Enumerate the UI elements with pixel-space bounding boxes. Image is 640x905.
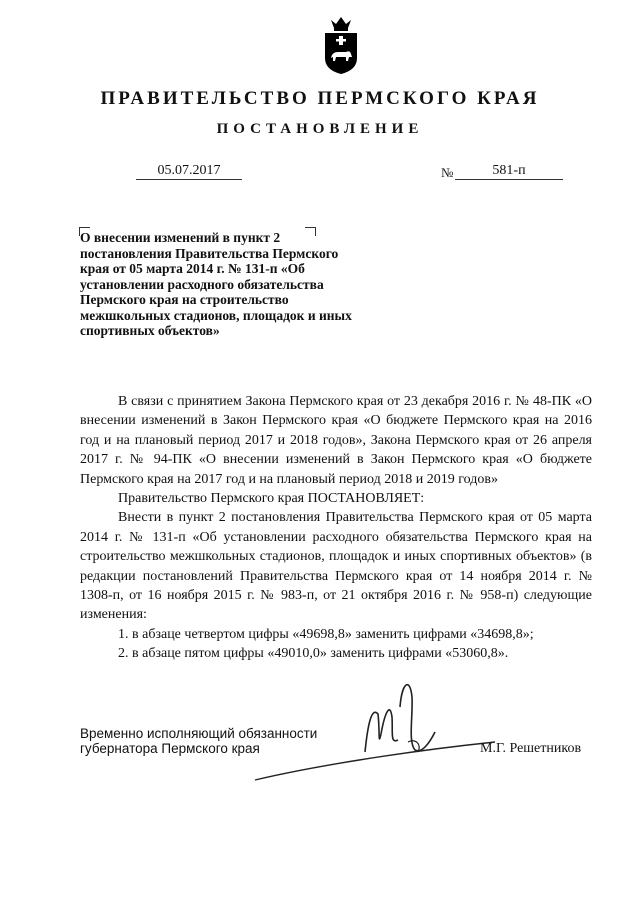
signatory-role-line: губернатора Пермского края — [80, 741, 260, 756]
document-subject: О внесении изменений в пункт 2 постановления Правительства Пермского края от 05 марта 2014 г. № 131-п «Об установлении расходного обязательства Пермского края на строительство межшкольных стадионов, площадок и иных спортивных объектов» — [80, 230, 352, 338]
document-date: 05.07.2017 — [136, 163, 242, 180]
resolves-paragraph: Правительство Пермского края ПОСТАНОВЛЯЕТ: — [118, 491, 425, 507]
main-clause-paragraph: Внести в пункт 2 постановления Правительства Пермского края от 05 марта 2014 г. № 131-п «Об установлении расходного обязательства Пермского края на строительство межшкольных стадионов, площадок и иных спортивных объектов» (в редакции постановлений Правительства Пермского края от 14 ноября 2014 г. № 1308-п, от 16 ноября 2015 г. № 983-п, от 21 октября 2016 г. № 958-п) следующие изменения: — [80, 510, 592, 623]
document-body — [80, 392, 592, 664]
signatory-name: М.Г. Решетников — [480, 741, 582, 756]
government-title: ПРАВИТЕЛЬСТВО ПЕРМСКОГО КРАЯ — [100, 88, 540, 109]
handwritten-signature — [250, 672, 500, 787]
document-type: ПОСТАНОВЛЕНИЕ — [216, 121, 424, 137]
coat-of-arms-emblem — [322, 14, 360, 76]
amendment-item: 1. в абзаце четвертом цифры «49698,8» заменить цифрами «34698,8»; — [118, 626, 534, 642]
number-sign: № — [441, 165, 454, 180]
document-number: 581-п — [455, 163, 563, 180]
amendment-item: 2. в абзаце пятом цифры «49010,0» заменить цифрами «53060,8». — [118, 646, 509, 662]
signatory-role-line: Временно исполняющий обязанности — [80, 726, 318, 741]
preamble-paragraph: В связи с принятием Закона Пермского края от 23 декабря 2016 г. № 48-ПК «О внесении изменений в Закон Пермского края «О бюджете Пермского края на 2016 год и на плановый период 2017 и 2018 годов», Закона Пермского края от 26 апреля 2017 г. № 94-ПК «О внесении изменений в Закон Пермского края «О бюджете Пермского края на 2017 год и на плановый период 2018 и 2019 годов» — [80, 394, 592, 487]
